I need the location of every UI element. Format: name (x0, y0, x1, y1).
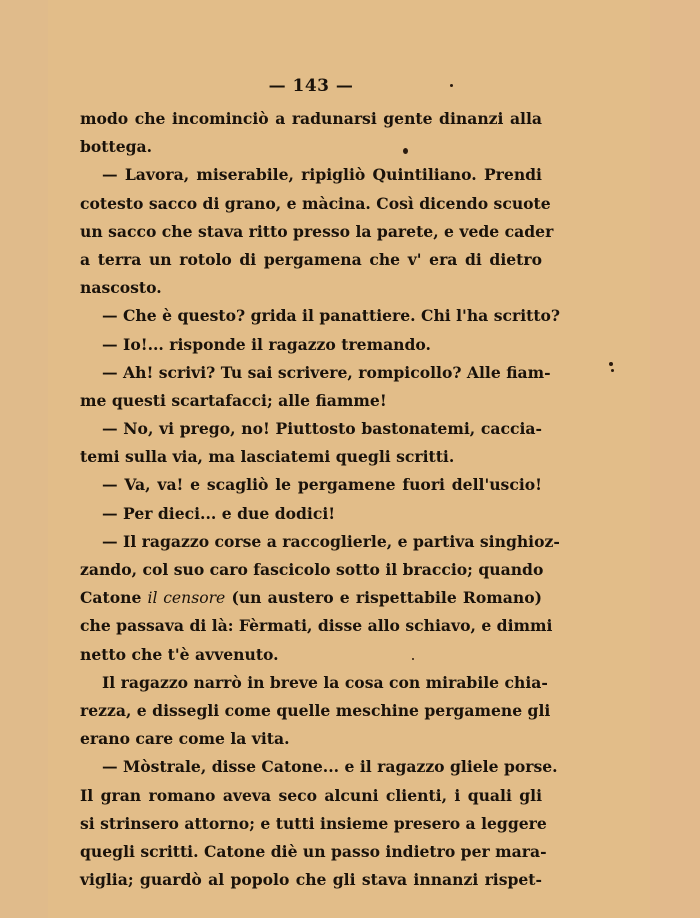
text-line: si strinsero attorno; e tutti insieme presero a leggere (80, 813, 547, 833)
text-line: temi sulla via, ma lasciatemi quegli scritti. (80, 447, 455, 467)
text-line: — Che è questo? grida il panattiere. Chi l'ha scritto? (102, 306, 561, 326)
print-speck (412, 658, 414, 660)
text-line: a terra un rotolo di pergamena che v' era di dietro (80, 249, 542, 269)
text-line: rezza, e dissegli come quelle meschine pergamene gli (80, 700, 551, 720)
page-number: — 143 — (268, 76, 354, 96)
text-line: me questi scartafacci; alle fiamme! (80, 390, 387, 410)
text-line: erano care come la vita. (80, 729, 290, 749)
text-line: Il ragazzo narrò in breve la cosa con mirabile chia- (102, 672, 548, 692)
text-line: Il gran romano aveva seco alcuni clienti, i quali gli (80, 785, 542, 805)
text-line: un sacco che stava ritto presso la parete, e vede cader (80, 221, 554, 241)
text-line: che passava di là: Fèrmati, disse allo schiavo, e dimmi (80, 616, 553, 636)
text-line: — Va, va! e scagliò le pergamene fuori dell'uscio! (102, 475, 542, 495)
text-line: zando, col suo caro fascicolo sotto il braccio; quando (80, 560, 544, 579)
text-line: modo che incominciò a radunarsi gente dinanzi alla (80, 109, 542, 128)
print-speck (609, 362, 613, 366)
text-line: viglia; guardò al popolo che gli stava innanzi rispet- (80, 870, 542, 890)
body-text (80, 105, 561, 894)
print-speck (403, 148, 408, 154)
text-line: — Ah! scrivi? Tu sai scrivere, rompicollo? Alle fiam- (102, 362, 551, 382)
text-line: bottega. (80, 137, 153, 157)
text-line: — Io!... risponde il ragazzo tremando. (102, 334, 431, 354)
text-line: — Mòstrale, disse Catone... e il ragazzo gliele porse. (102, 757, 558, 777)
text-line: — Per dieci... e due dodici! (102, 503, 336, 523)
text-line: — Il ragazzo corse a raccoglierle, e partiva singhioz- (102, 531, 560, 551)
text-line (80, 584, 542, 612)
text-line: nascosto. (80, 278, 162, 298)
print-speck (611, 369, 614, 372)
page-edge-right (650, 0, 700, 918)
italic-segment: il censore (147, 589, 226, 608)
print-speck (450, 84, 453, 87)
text-line: netto che t'è avvenuto. (80, 644, 279, 664)
text-line: — Lavora, miserabile, ripigliò Quintiliano. Prendi (102, 165, 542, 185)
text-line: quegli scritti. Catone diè un passo indietro per mara- (80, 841, 547, 861)
text-line: cotesto sacco di grano, e màcina. Così dicendo scuote (80, 193, 551, 213)
text-segment: (un austero e rispettabile Romano) (225, 588, 543, 608)
text-line: — No, vi prego, no! Piuttosto bastonatemi, caccia- (102, 419, 542, 439)
text-segment: Catone (80, 588, 148, 608)
page-edge-left (0, 0, 48, 918)
